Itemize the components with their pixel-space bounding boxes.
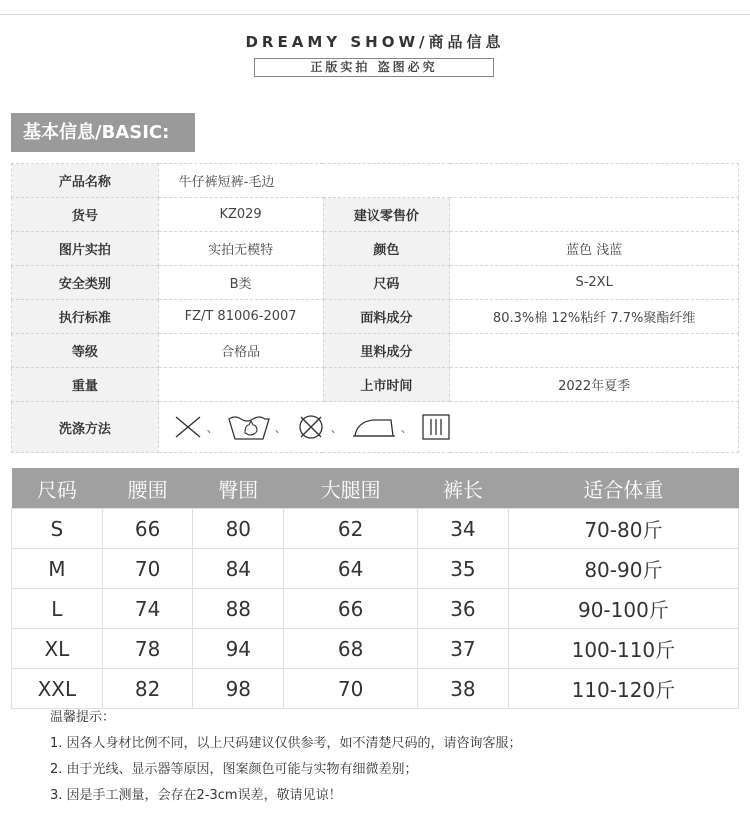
size-header-cell: 腰围	[102, 468, 193, 509]
size-cell: S	[12, 509, 103, 549]
wash-icons	[159, 413, 738, 441]
color-value: 蓝色 浅蓝	[450, 232, 739, 266]
no-tumble-dry-icon	[295, 413, 327, 441]
size-cell: 74	[102, 589, 193, 629]
grade-value: 合格品	[158, 334, 323, 368]
tips-section	[50, 705, 522, 809]
safety-label: 安全类别	[12, 266, 159, 300]
safety-value: B类	[158, 266, 323, 300]
size-header-cell: 臀围	[193, 468, 284, 509]
color-label: 颜色	[323, 232, 450, 266]
size-cell: 62	[284, 509, 418, 549]
size-cell: 70-80斤	[508, 509, 738, 549]
size-cell: 68	[284, 629, 418, 669]
size-row	[12, 549, 739, 589]
product-name-value: 牛仔裤短裤-毛边	[158, 164, 738, 198]
size-cell: 70	[102, 549, 193, 589]
size-row	[12, 669, 739, 709]
size-cell: 34	[418, 509, 509, 549]
msrp-label: 建议零售价	[323, 198, 450, 232]
size-row	[12, 509, 739, 549]
wash-separator: 、	[206, 420, 219, 435]
iron-icon	[351, 414, 397, 440]
size-cell: 84	[193, 549, 284, 589]
size-cell: 98	[193, 669, 284, 709]
size-cell: 100-110斤	[508, 629, 738, 669]
size-cell: 82	[102, 669, 193, 709]
size-header-cell: 大腿围	[284, 468, 418, 509]
standard-label: 执行标准	[12, 300, 159, 334]
size-range-value: S-2XL	[450, 266, 739, 300]
fabric-label: 面料成分	[323, 300, 450, 334]
size-cell: 66	[284, 589, 418, 629]
section-title-basic: 基本信息/BASIC:	[11, 113, 195, 152]
basic-info-table	[11, 163, 739, 453]
size-header-cell: 裤长	[418, 468, 509, 509]
size-cell: 80	[193, 509, 284, 549]
size-cell: 70	[284, 669, 418, 709]
size-cell: 88	[193, 589, 284, 629]
info-row	[12, 368, 739, 402]
wash-separator: 、	[330, 420, 343, 435]
size-cell: M	[12, 549, 103, 589]
info-row	[12, 300, 739, 334]
msrp-value	[450, 198, 739, 232]
size-cell: 37	[418, 629, 509, 669]
size-cell: XXL	[12, 669, 103, 709]
wash-separator: 、	[400, 420, 413, 435]
tips-title: 温馨提示：	[50, 710, 116, 725]
size-cell: 94	[193, 629, 284, 669]
size-cell: 66	[102, 509, 193, 549]
size-range-label: 尺码	[323, 266, 450, 300]
size-cell: 64	[284, 549, 418, 589]
top-divider	[0, 14, 750, 15]
info-row	[12, 334, 739, 368]
weight-label: 重量	[12, 368, 159, 402]
size-cell: 36	[418, 589, 509, 629]
size-cell: 80-90斤	[508, 549, 738, 589]
size-chart-table	[11, 468, 739, 709]
brand-title: DREAMY SHOW/商品信息	[245, 33, 505, 51]
size-cell: 38	[418, 669, 509, 709]
weight-value	[158, 368, 323, 402]
grade-label: 等级	[12, 334, 159, 368]
sku-value: KZ029	[158, 198, 323, 232]
wash-label: 洗涤方法	[12, 402, 159, 453]
size-row	[12, 629, 739, 669]
sku-label: 货号	[12, 198, 159, 232]
tip-item: 1. 因各人身材比例不同，以上尺码建议仅供参考，如不清楚尺码的，请咨询客服；	[50, 736, 522, 751]
info-row	[12, 232, 739, 266]
launch-label: 上市时间	[323, 368, 450, 402]
fabric-value: 80.3%棉 12%粘纤 7.7%聚酯纤维	[450, 300, 739, 334]
size-header-cell: 适合体重	[508, 468, 738, 509]
size-cell: 110-120斤	[508, 669, 738, 709]
photo-value: 实拍无模特	[158, 232, 323, 266]
lining-label: 里料成分	[323, 334, 450, 368]
info-row	[12, 164, 739, 198]
size-cell: 90-100斤	[508, 589, 738, 629]
photo-label: 图片实拍	[12, 232, 159, 266]
size-cell: 78	[102, 629, 193, 669]
wash-icons-cell	[158, 402, 738, 453]
size-header-row	[12, 468, 739, 509]
hand-wash-icon	[227, 413, 271, 441]
info-row	[12, 402, 739, 453]
info-row	[12, 266, 739, 300]
size-cell: 35	[418, 549, 509, 589]
line-dry-icon	[421, 413, 451, 441]
no-wash-icon	[173, 414, 203, 440]
size-header-cell: 尺码	[12, 468, 103, 509]
lining-value	[450, 334, 739, 368]
tip-item: 2. 由于光线、显示器等原因，图案颜色可能与实物有细微差别；	[50, 762, 418, 777]
product-name-label: 产品名称	[12, 164, 159, 198]
info-row	[12, 198, 739, 232]
tip-item: 3. 因是手工测量，会存在2-3cm误差，敬请见谅！	[50, 788, 342, 803]
size-row	[12, 589, 739, 629]
size-cell: XL	[12, 629, 103, 669]
launch-value: 2022年夏季	[450, 368, 739, 402]
size-cell: L	[12, 589, 103, 629]
slogan-box: 正版实拍 盗图必究	[254, 58, 494, 77]
standard-value: FZ/T 81006-2007	[158, 300, 323, 334]
wash-separator: 、	[274, 420, 287, 435]
